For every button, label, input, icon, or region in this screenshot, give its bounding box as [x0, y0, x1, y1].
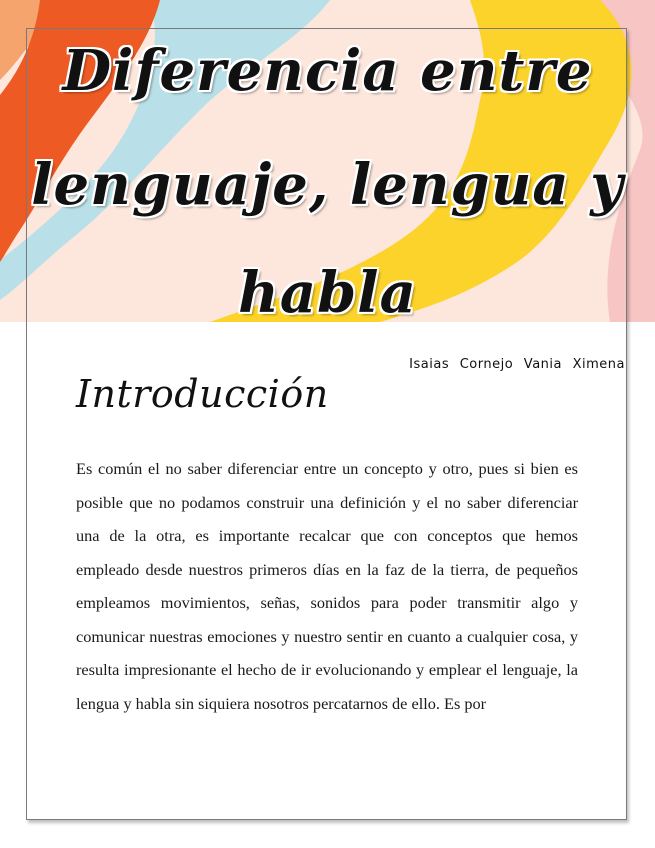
author-names: Isaias Cornejo Vania Ximena — [409, 357, 625, 372]
section-heading: Introducción — [76, 372, 329, 416]
document-title-line-1: Diferencia entre — [62, 38, 593, 104]
document-title-line-3: habla — [238, 260, 417, 326]
document-title-line-2: lenguaje, lengua y — [31, 152, 624, 218]
body-paragraph: Es común el no saber diferenciar entre un concepto y otro, pues si bien es posible que no podamos construir una definición y el no saber diferenciar una de la otra, es importante recalcar que con conceptos que hemos empleado desde nuestros primeros días en la faz de la tierra, de pequeños empleamos movimientos, señas, sonidos para poder transmitir algo y comunicar nuestras emociones y nuestro sentir en cuanto a cualquier cosa, y resulta impresionante el hecho de ir evolucionando y emplear el lenguaje, la lengua y habla sin siquiera nosotros percatarnos de ello. Es por — [76, 459, 578, 713]
